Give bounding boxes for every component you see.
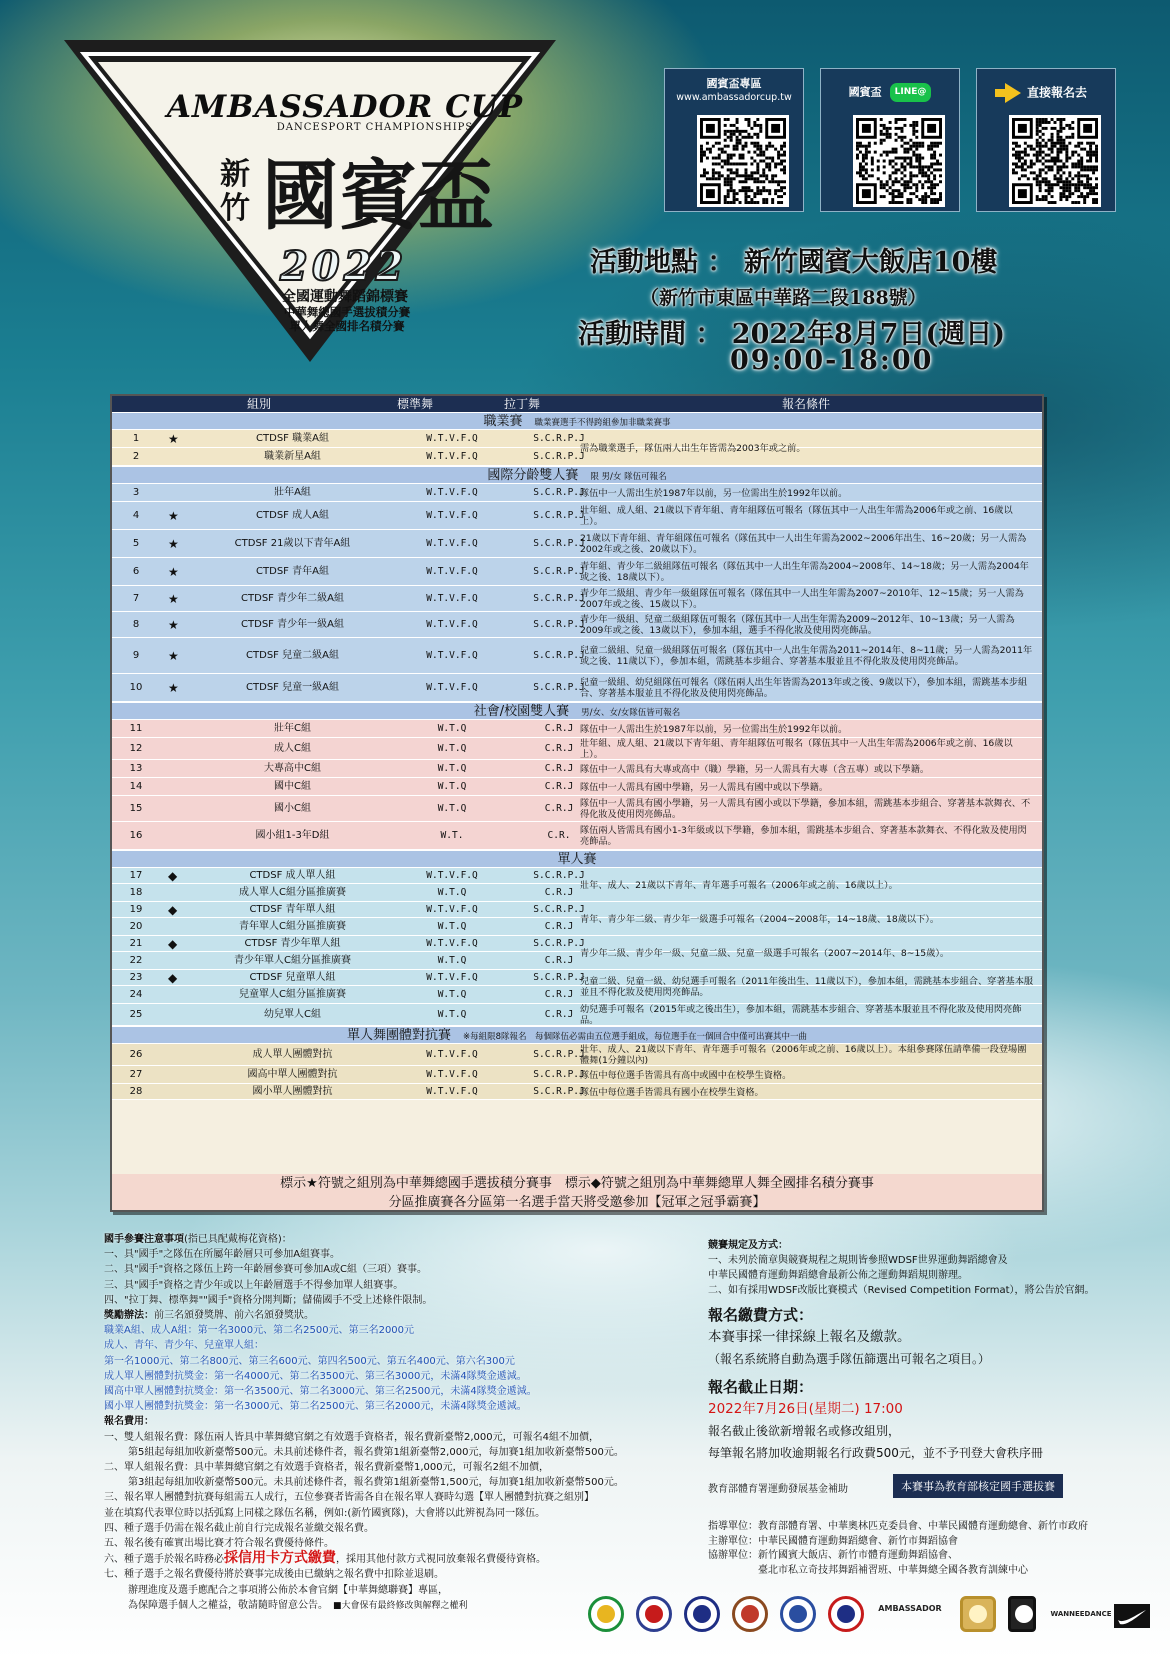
row-group: 成人C組	[274, 743, 311, 754]
event-hours: 09:00-18:00	[730, 345, 934, 376]
row-standard: W.T.V.F.Q	[426, 451, 478, 462]
english-subtitle: DANCESPORT CHAMPIONSHIPS	[276, 122, 474, 133]
notes-title-note: (指已具配戴梅花資格)：	[184, 1234, 292, 1245]
row-group: 青少年單人C組分區推廣賽	[234, 955, 351, 966]
sports-federation-logo	[684, 1596, 720, 1632]
venue-place: 活動地點 ： 新竹國賓大飯店10樓	[590, 247, 998, 278]
row-symbol: ◆	[168, 869, 178, 883]
award-3: 第一名1000元、第二名800元、第三名600元、第四名500元、第五名400元、第六名300元	[104, 1355, 515, 1367]
row-standard: W.T.V.F.Q	[426, 566, 478, 577]
row-conditions: 隊伍中每位選手皆需具有國小在校學生資格。	[580, 1086, 764, 1098]
guide-units: 指導單位：教育部體育署、中華奧林匹克委員會、中華民國體育運動總會、新竹市政府	[708, 1521, 1088, 1532]
row-conditions: 壯年、成人、21歲以下青年、青年選手可報名（2006年或之前、16歲以上）。本組參賽隊伍請準備一段登場團體舞(1分鐘以內)	[580, 1044, 1027, 1066]
row-conditions: 隊伍兩人皆需具有國小1-3年級或以下學籍，參加本組，需跳基本步組合、穿著基本款舞衣、不得化妝及使用閃亮飾品。	[580, 825, 1027, 847]
row-group: CTDSF 兒童二級A組	[246, 650, 339, 661]
row-symbol: ★	[168, 509, 179, 523]
row-number: 26	[129, 1049, 143, 1060]
fee-6a: 六、種子選手於報名時務必	[104, 1554, 224, 1566]
host-units: 主辦單位：中華民國體育運動舞蹈總會、新竹市舞蹈協會	[708, 1535, 958, 1547]
row-conditions: 幼兒選手可報名（2015年或之後出生），參加本組，需跳基本步組合、穿著基本服並且不得化妝及使用閃亮飾品。	[580, 1004, 1022, 1026]
subtitle-championship: 全國運動舞蹈錦標賽	[282, 289, 408, 305]
qr-register-label: 直接報名去	[1026, 85, 1087, 100]
subtitle-national-team: 中華舞總國手選拔積分賽	[283, 305, 411, 319]
row-standard: W.T.Q	[437, 989, 467, 1000]
row-standard: W.T.V.F.Q	[426, 510, 478, 521]
row-conditions: 隊伍中一人需具有國中學籍，另一人需具有國中或以下學籍。	[580, 781, 829, 793]
rule-1b: 中華民國體育運動舞蹈總會最新公佈之運動舞蹈規則辦理。	[708, 1270, 968, 1281]
row-symbol: ◆	[168, 971, 178, 985]
fee-1b: 第5組起每組加收新臺幣500元。未具前述條件者，報名費第1組新臺幣2,000元，每加賽1組加收新臺幣500元。	[128, 1446, 624, 1458]
row-latin: S.C.R.P.J	[533, 972, 585, 983]
header-standard: 標準舞	[397, 397, 434, 411]
sports-admin-logo	[588, 1596, 624, 1632]
organizers	[708, 1520, 1088, 1578]
award-5: 國高中單人團體對抗獎金：第一名3500元、第二名3000元、第三名2500元，未滿4隊獎金遞減。	[104, 1386, 537, 1398]
qr-code-line[interactable]	[853, 115, 945, 207]
co-units: 協辦單位：新竹國賓大飯店、新竹市體育運動舞蹈協會、	[708, 1550, 958, 1561]
row-symbol: ★	[168, 565, 179, 579]
row-number: 18	[129, 887, 143, 898]
row-conditions: 隊伍中一人需具有大專或高中（職）學籍，另一人需具有大專（含五專）或以下學籍。	[580, 763, 930, 775]
row-standard: W.T.Q	[437, 887, 467, 898]
row-number: 28	[129, 1086, 143, 1097]
brand-block	[150, 90, 540, 133]
row-latin: S.C.R.P.J	[533, 487, 585, 498]
row-latin: S.C.R.P.J	[533, 938, 585, 949]
row-group: CTDSF 青少年一級A組	[241, 619, 344, 630]
row-latin: C.R.J	[544, 1009, 574, 1020]
row-latin: C.R.J	[544, 743, 574, 754]
row-latin: S.C.R.P.J	[533, 538, 585, 549]
table-footer	[112, 1174, 1042, 1212]
header-conditions: 報名條件	[782, 397, 831, 411]
row-standard: W.T.V.F.Q	[426, 593, 478, 604]
note-3: 三、具"國手"資格之青少年或以上年齡層選手不得參加單人組賽事。	[104, 1279, 404, 1291]
section-title: 國際分齡雙人賽	[487, 468, 579, 483]
row-symbol: ★	[168, 649, 179, 663]
row-number: 17	[129, 870, 143, 881]
hsinchu-city-logo	[732, 1596, 768, 1632]
row-latin: C.R.J	[544, 763, 574, 774]
note-4: 四、"拉丁舞、標準舞""國手"資格分開判斷；儲備國手不受上述條件限制。	[104, 1294, 433, 1306]
english-title: AMBASSADOR CUP	[166, 89, 524, 125]
row-symbol: ◆	[168, 903, 178, 917]
row-standard: W.T.V.F.Q	[426, 870, 478, 881]
fee-5: 五、報名後有確實出場比賽才符合報名費優待條件。	[104, 1538, 334, 1550]
fee-3: 三、報名單人團體對抗賽每組需五人成行，五位參賽者皆需各自在報名單人賽時勾選【單人團體對抗賽之組別】	[104, 1492, 594, 1504]
row-standard: W.T.V.F.Q	[426, 1049, 478, 1060]
row-group: 成人單人團體對抗	[252, 1049, 333, 1060]
award-6: 國小單人團體對抗獎金：第一名3000元、第二名2500元、第三名2000元，未滿4隊獎金遞減。	[104, 1401, 527, 1413]
row-standard: W.T.V.F.Q	[426, 433, 478, 444]
row-group: CTDSF 職業A組	[256, 433, 329, 444]
rule-1: 一、未列於簡章與競賽規程之規則皆參照WDSF世界運動舞蹈總會及	[708, 1255, 1008, 1266]
notes-title: 國手參賽注意事項	[104, 1234, 184, 1245]
section-note: 限 男/女 隊伍可報名	[590, 472, 667, 482]
row-latin: C.R.J	[544, 921, 574, 932]
row-number: 25	[129, 1009, 143, 1020]
row-latin: C.R.J	[544, 989, 574, 1000]
section-title: 單人賽	[557, 852, 597, 867]
row-standard: W.T.Q	[437, 955, 467, 966]
qr-line-card[interactable]	[820, 68, 960, 212]
school-logo	[1008, 1596, 1036, 1632]
row-group: 大專高中C組	[264, 763, 321, 774]
row-number: 5	[132, 538, 140, 549]
qr-code-register[interactable]	[1009, 115, 1101, 207]
row-standard: W.T.V.F.Q	[426, 487, 478, 498]
fee-1: 一、雙人組報名費：隊伍兩人皆具中華舞總官網之有效選手資格者，報名費新臺幣2,000元，可報名4組不加價，	[104, 1431, 599, 1443]
row-number: 24	[129, 989, 143, 1000]
row-symbol: ★	[168, 537, 179, 551]
row-standard: W.T.V.F.Q	[426, 972, 478, 983]
row-number: 10	[129, 682, 143, 693]
deadline-title: 報名截止日期：	[708, 1378, 814, 1396]
row-standard: W.T.Q	[437, 803, 467, 814]
row-standard: W.T.Q	[437, 743, 467, 754]
award-text: 前三名頒發獎牌、前六名頒發獎狀。	[154, 1310, 314, 1322]
fee-4: 四、種子選手仍需在報名截止前自行完成報名並繳交報名費。	[104, 1522, 374, 1534]
row-standard: W.T.Q	[437, 763, 467, 774]
row-standard: W.T.V.F.Q	[426, 1086, 478, 1097]
row-conditions: 壯年組、成人組、21歲以下青年組、青年組隊伍可報名（隊伍其中一人出生年需為2006年或之前、16歲以上）。	[580, 505, 1013, 527]
rule-2: 二、如有採用WDSF改版比賽模式（Revised Competition Format），將公告於官網。	[708, 1285, 1095, 1296]
row-standard: W.T.V.F.Q	[426, 538, 478, 549]
row-symbol: ◆	[168, 937, 178, 951]
row-group: 國高中單人團體對抗	[247, 1069, 338, 1080]
venue-address: （新竹市東區中華路二段188號）	[640, 287, 927, 309]
row-latin: S.C.R.P.J	[533, 451, 585, 462]
row-number: 11	[129, 723, 143, 734]
note-1: 一、具"國手"之隊伍在所屬年齡層只可參加A組賽事。	[104, 1249, 341, 1261]
row-number: 3	[132, 487, 140, 498]
row-conditions: 隊伍中一人需出生於1987年以前，另一位需出生於1992年以前。	[580, 487, 848, 499]
cup-name: 國賓盃	[262, 151, 496, 240]
award-1: 職業A組、成人A組：第一名3000元、第二名2500元、第三名2000元	[104, 1325, 415, 1337]
row-standard: W.T.V.F.Q	[426, 904, 478, 915]
row-group: 國小C組	[274, 803, 311, 814]
row-conditions: 兒童二級組、兒童一級組隊伍可報名（隊伍其中一人出生年需為2011~2014年、8~11歲；另一人需為2011年或之後、11歲以下），參加本組，需跳基本步組合、穿著基本服並且不得化妝及使用閃亮飾品。	[580, 645, 1033, 667]
row-group: 壯年A組	[274, 487, 311, 498]
arrow-right-icon	[1005, 83, 1021, 103]
row-group: 壯年C組	[274, 723, 311, 734]
dance-federation-logo	[780, 1596, 816, 1632]
gold-seal-logo	[960, 1596, 996, 1632]
row-group: 國小單人團體對抗	[252, 1086, 333, 1097]
olympic-committee-logo	[636, 1596, 672, 1632]
row-group: 國中C組	[274, 781, 311, 792]
row-symbol: ★	[168, 618, 179, 632]
row-latin: S.C.R.P.J	[533, 510, 585, 521]
row-number: 12	[129, 743, 143, 754]
section-title: 單人舞團體對抗賽	[346, 1028, 451, 1043]
row-conditions: 青少年一級組、兒童二級組隊伍可報名（隊伍其中一人出生年需為2009~2012年、10~13歲；另一人需為2009年或之後、13歲以下），參加本組，選手不得化妝及使用閃亮飾品。	[580, 614, 1015, 636]
row-conditions: 壯年、成人、21歲以下青年、青年選手可報名（2006年或之前、16歲以上）。	[580, 879, 898, 891]
row-latin: S.C.R.P.J	[533, 566, 585, 577]
rules-block	[708, 1238, 1158, 1464]
row-group: 國小組1-3年D組	[255, 830, 330, 841]
city-label: 新竹	[220, 157, 250, 226]
payment-title: 報名繳費方式：	[708, 1306, 814, 1324]
qr-line-label: 國賓盃	[848, 85, 882, 99]
row-group: CTDSF 青少年單人組	[244, 938, 341, 949]
fee-7c: 為保障選手個人之權益，敬請隨時留意公告。	[128, 1599, 323, 1611]
qr-website-label: 國賓盃專區	[706, 77, 762, 90]
row-number: 13	[129, 763, 143, 774]
section-note: ※每組限8隊報名 每個隊伍必需由五位選手組成，每位選手在一個回合中僅可出賽其中一曲	[462, 1032, 808, 1042]
row-group: CTDSF 兒童一級A組	[246, 682, 339, 693]
fee-2: 二、單人組報名費：具中華舞總官網之有效選手資格者，報名費新臺幣1,000元，可報名2組不加價，	[104, 1462, 549, 1474]
row-conditions: 青年組、青少年二級組隊伍可報名（隊伍其中一人出生年需為2004~2008年、14~18歲；另一人需為2004年或之後、18歲以下）。	[580, 561, 1029, 583]
fund-support: 教育部體育署運動發展基金補助	[708, 1484, 848, 1495]
row-conditions: 兒童一級組、幼兒組隊伍可報名（隊伍兩人出生年皆需為2013年或之後、9歲以下），參加本組，需跳基本步組合、穿著基本服並且不得化妝及使用閃亮飾品。	[580, 677, 1028, 699]
section-header	[112, 466, 1042, 484]
row-latin: S.C.R.P.J	[533, 433, 585, 444]
co-units-2: 臺北市私立奇技邦舞蹈補習班、中華舞總全國各教育訓練中心	[758, 1564, 1028, 1576]
row-number: 16	[129, 830, 143, 841]
section-title: 社會/校園雙人賽	[473, 704, 570, 719]
row-standard: W.T.	[440, 830, 464, 841]
row-symbol: ★	[168, 592, 179, 606]
row-number: 4	[132, 510, 140, 521]
row-latin: C.R.J	[544, 723, 574, 734]
section-header	[112, 702, 1042, 720]
subtitle-ranking: 單人舞全國排名積分賽	[289, 319, 405, 333]
row-group: CTDSF 成人A組	[256, 510, 329, 521]
row-group: CTDSF 青年A組	[256, 566, 329, 577]
row-symbol: ★	[168, 432, 179, 446]
table-header	[112, 396, 1042, 412]
row-conditions: 青少年二級、青少年一級、兒童二級、兒童一級選手可報名（2007~2014年、8~15歲）。	[580, 947, 950, 959]
fee-title: 報名費用：	[104, 1416, 154, 1428]
row-latin: S.C.R.P.J	[533, 593, 585, 604]
row-number: 8	[132, 619, 140, 630]
fee-2b: 第3組起每組加收新臺幣500元。未具前述條件者，報名費第1組新臺幣1,500元，每加賽1組加收新臺幣500元。	[128, 1477, 624, 1489]
qr-register-card[interactable]	[976, 68, 1116, 212]
row-group: 青年單人C組分區推廣賽	[239, 921, 346, 932]
event-year: 2022	[280, 243, 408, 290]
deadline-note-2: 每筆報名將加收逾期報名行政費500元，並不予刊登大會秩序冊	[708, 1446, 1043, 1460]
fee-6c: ，採用其他付款方式視同放棄報名費優待資格。	[336, 1554, 546, 1566]
row-latin: C.R.J	[544, 955, 574, 966]
row-standard: W.T.V.F.Q	[426, 938, 478, 949]
ambassador-logo: AMBASSADOR	[878, 1604, 942, 1613]
row-number: 23	[129, 972, 143, 983]
section-header	[112, 1026, 1042, 1044]
row-conditions: 壯年組、成人組、21歲以下青年組、青年組隊伍可報名（隊伍其中一人出生年需為2006年或之前、16歲以上）。	[580, 738, 1013, 760]
row-latin: S.C.R.P.J	[533, 1086, 585, 1097]
subtitle-qualifiers	[262, 305, 432, 333]
row-latin: S.C.R.P.J	[533, 1049, 585, 1060]
qr-website-url[interactable]: www.ambassadorcup.tw	[676, 92, 792, 103]
row-number: 2	[132, 451, 140, 462]
row-latin: S.C.R.P.J	[533, 619, 585, 630]
award-4: 成人單人團體對抗獎金：第一名4000元、第二名3500元、第三名3000元，未滿4隊獎金遞減。	[104, 1370, 527, 1382]
row-latin: C.R.J	[544, 803, 574, 814]
row-conditions: 隊伍中一人需出生於1987年以前，另一位需出生於1992年以前。	[580, 723, 848, 735]
rights-note: ■大會保有最終修改與解釋之權利	[333, 1600, 468, 1611]
row-group: 成人單人C組分區推廣賽	[239, 887, 346, 898]
row-conditions: 青年、青少年二級、青少年一級選手可報名（2004~2008年，14~18歲、18歲以下）。	[580, 913, 940, 925]
row-number: 21	[129, 938, 143, 949]
row-group: 幼兒單人C組	[264, 1009, 321, 1020]
row-standard: W.T.V.F.Q	[426, 619, 478, 630]
section-note: 男/女、女/女隊伍皆可報名	[581, 708, 681, 718]
row-latin: S.C.R.P.J	[533, 1069, 585, 1080]
row-group: 兒童單人C組分區推廣賽	[239, 989, 346, 1000]
row-conditions: 兒童二級、兒童一級、幼兒選手可報名（2011年後出生、11歲以下），參加本組，需跳基本步組合、穿著基本服並且不得化妝及使用閃亮飾品。	[580, 976, 1034, 998]
qr-website-card[interactable]	[664, 68, 804, 212]
row-standard: W.T.Q	[437, 921, 467, 932]
row-latin: C.R.J	[544, 781, 574, 792]
row-group: CTDSF 成人單人組	[249, 870, 336, 881]
footer-symbol-legend: 標示★符號之組別為中華舞總國手選拔積分賽事 標示◆符號之組別為中華舞總單人舞全國排名積分賽事	[280, 1176, 874, 1191]
deadline-note-1: 報名截止後欲新增報名或修改組別，	[708, 1424, 901, 1438]
fee-7b: 辦理進度及選手應配合之事項將公佈於本會官網【中華舞總聯賽】專區，	[128, 1584, 448, 1596]
nike-swoosh-logo	[1114, 1604, 1150, 1628]
category-table	[110, 394, 1044, 1212]
rules-title: 競賽規定及方式：	[708, 1240, 788, 1251]
row-standard: W.T.Q	[437, 723, 467, 734]
row-number: 22	[129, 955, 143, 966]
payment-1: 本賽事採一律採線上報名及繳款。	[708, 1329, 911, 1345]
row-standard: W.T.V.F.Q	[426, 1069, 478, 1080]
section-note: 職業賽選手不得跨組參加非職業賽事	[534, 418, 671, 428]
row-number: 15	[129, 803, 143, 814]
row-latin: S.C.R.P.J	[533, 904, 585, 915]
row-number: 9	[132, 650, 140, 661]
row-latin: S.C.R.P.J	[533, 682, 585, 693]
row-symbol: ★	[168, 681, 179, 695]
note-2: 二、具"國手"資格之隊伍上跨一年齡層參賽可參加A或C組（三項）賽事。	[104, 1264, 428, 1276]
section-title: 職業賽	[483, 414, 523, 429]
row-latin: C.R.	[547, 830, 571, 841]
hsinchu-dance-logo	[828, 1596, 864, 1632]
wanneedance-logo: WANNEEDANCE	[1050, 1610, 1112, 1618]
row-standard: W.T.Q	[437, 781, 467, 792]
header-latin: 拉丁舞	[504, 397, 541, 411]
fee-7: 七、種子選手之報名費優待將於賽事完成後由已繳納之報名費中扣除並退刷。	[104, 1569, 444, 1581]
notes-block	[104, 1232, 674, 1614]
fee-3b: 並在填寫代表單位時以括弧寫上同樣之隊伍名稱，例如:(新竹國賓隊)，大會將以此辨視為同一隊伍。	[104, 1507, 546, 1519]
row-standard: W.T.Q	[437, 1009, 467, 1020]
row-number: 14	[129, 781, 143, 792]
award-title: 獎勵辦法：	[104, 1310, 154, 1322]
row-conditions: 青少年二級組、青少年一級組隊伍可報名（隊伍其中一人出生年需為2007~2010年、12~15歲；另一人需為2007年或之後、15歲以下）。	[580, 588, 1024, 610]
row-latin: S.C.R.P.J	[533, 870, 585, 881]
fee-6-highlight: 採信用卡方式繳費	[224, 1550, 336, 1567]
row-conditions: 21歲以下青年組、青年組隊伍可報名（隊伍其中一人出生年需為2002~2006年出生、16~20歲；另一人需為2002年或之後、20歲以下）。	[580, 533, 1027, 555]
row-group: CTDSF 青少年二級A組	[241, 593, 344, 604]
qr-code-website[interactable]	[697, 115, 789, 207]
sponsor-logos	[580, 1596, 1150, 1638]
national-selection-badge: 本賽事為教育部核定國手選拔賽	[893, 1474, 1063, 1498]
row-standard: W.T.V.F.Q	[426, 650, 478, 661]
section-header	[112, 412, 1042, 430]
row-group: CTDSF 21歲以下青年A組	[234, 538, 351, 549]
line-icon: LINE@	[890, 83, 932, 102]
row-latin: C.R.J	[544, 887, 574, 898]
row-conditions: 需為職業選手，隊伍兩人出生年皆需為2003年或之前。	[580, 442, 806, 454]
row-group: CTDSF 青年單人組	[249, 904, 336, 915]
deadline-date: 2022年7月26日(星期二) 17:00	[708, 1401, 903, 1417]
payment-2: （報名系統將自動為選手隊伍篩選出可報名之項目。）	[708, 1352, 991, 1366]
footer-promotion-note: 分區推廣賽各分區第一名選手當天將受邀參加【冠軍之冠爭霸賽】	[388, 1195, 766, 1210]
row-number: 6	[132, 566, 140, 577]
header-group: 組別	[247, 397, 272, 411]
row-number: 27	[129, 1069, 143, 1080]
row-conditions: 隊伍中每位選手皆需具有高中或國中在校學生資格。	[580, 1069, 792, 1081]
row-number: 19	[129, 904, 143, 915]
award-2: 成人、青年、青少年、兒童單人組：	[104, 1340, 264, 1352]
row-standard: W.T.V.F.Q	[426, 682, 478, 693]
row-number: 1	[132, 433, 140, 444]
row-group: CTDSF 兒童單人組	[249, 972, 336, 983]
section-header	[112, 850, 1042, 868]
row-number: 7	[132, 593, 140, 604]
row-number: 20	[129, 921, 143, 932]
row-conditions: 隊伍中一人需具有國小學籍，另一人需具有國小或以下學籍，參加本組，需跳基本步組合、穿著基本款舞衣、不得化妝及使用閃亮飾品。	[580, 798, 1031, 820]
row-group: 職業新星A組	[264, 451, 321, 462]
row-latin: S.C.R.P.J	[533, 650, 585, 661]
event-date: 活動時間 ： 2022年8月7日(週日)	[578, 319, 1006, 350]
